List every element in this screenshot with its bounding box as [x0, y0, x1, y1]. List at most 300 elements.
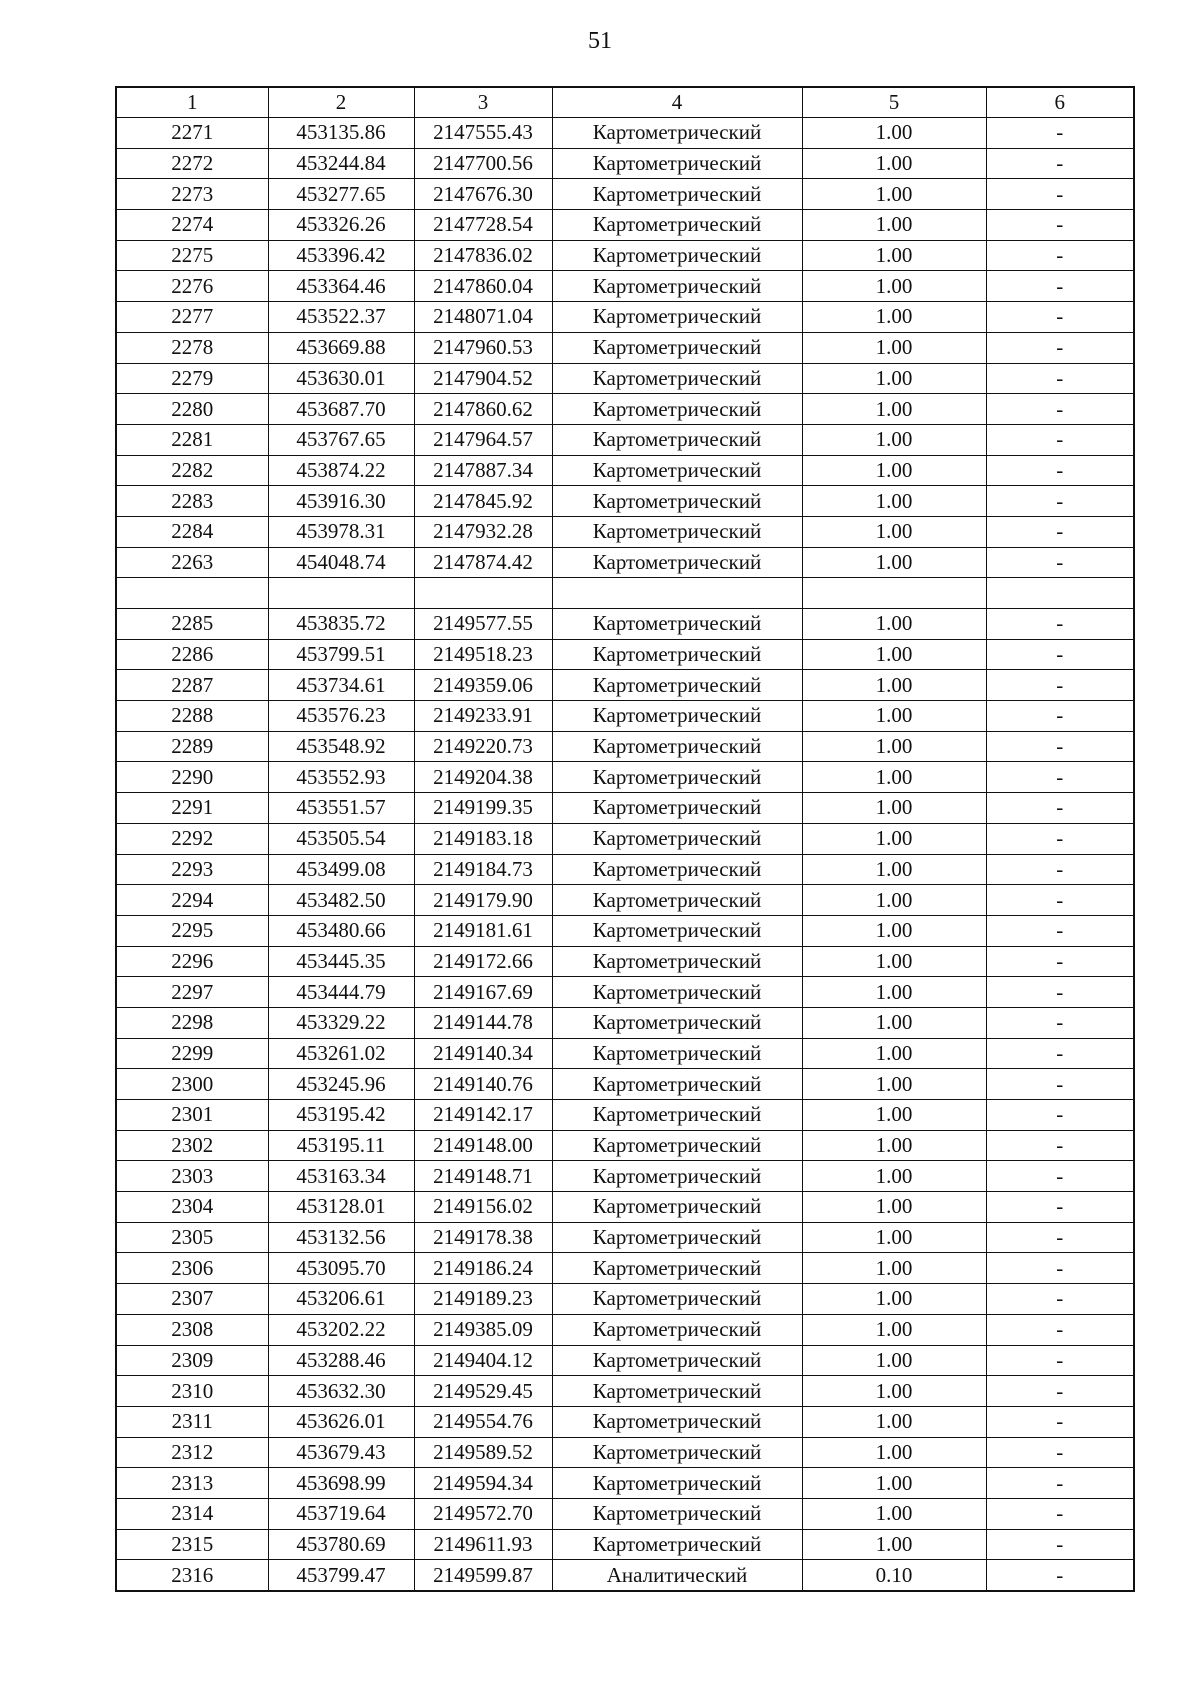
note-cell: - [986, 701, 1134, 732]
table-row [116, 148, 1134, 179]
note-cell: - [986, 1007, 1134, 1038]
table-row [116, 731, 1134, 762]
point-number-cell [116, 578, 268, 609]
note-cell: - [986, 1437, 1134, 1468]
table-header-row [116, 87, 1134, 118]
table-row [116, 1038, 1134, 1069]
accuracy-cell: 1.00 [802, 424, 986, 455]
note-cell: - [986, 1253, 1134, 1284]
accuracy-cell: 1.00 [802, 118, 986, 149]
x-coordinate-cell: 453261.02 [268, 1038, 414, 1069]
method-cell: Картометрический [552, 762, 802, 793]
table-row [116, 639, 1134, 670]
x-coordinate-cell: 453482.50 [268, 885, 414, 916]
y-coordinate-cell: 2147860.62 [414, 394, 552, 425]
x-coordinate-cell: 454048.74 [268, 547, 414, 578]
table-row [116, 793, 1134, 824]
table-row [116, 762, 1134, 793]
point-number-cell: 2280 [116, 394, 268, 425]
y-coordinate-cell: 2149599.87 [414, 1560, 552, 1591]
method-cell: Картометрический [552, 547, 802, 578]
y-coordinate-cell: 2149172.66 [414, 946, 552, 977]
table-row [116, 1069, 1134, 1100]
y-coordinate-cell: 2147932.28 [414, 516, 552, 547]
accuracy-cell: 1.00 [802, 271, 986, 302]
accuracy-cell: 1.00 [802, 609, 986, 640]
method-cell [552, 578, 802, 609]
point-number-cell: 2306 [116, 1253, 268, 1284]
method-cell: Картометрический [552, 1376, 802, 1407]
x-coordinate-cell: 453135.86 [268, 118, 414, 149]
method-cell: Картометрический [552, 271, 802, 302]
accuracy-cell: 1.00 [802, 394, 986, 425]
table-row [116, 394, 1134, 425]
note-cell: - [986, 823, 1134, 854]
note-cell: - [986, 793, 1134, 824]
y-coordinate-cell: 2147845.92 [414, 486, 552, 517]
method-cell: Картометрический [552, 1468, 802, 1499]
x-coordinate-cell: 453195.42 [268, 1100, 414, 1131]
x-coordinate-cell: 453632.30 [268, 1376, 414, 1407]
table-row [116, 332, 1134, 363]
point-number-cell: 2289 [116, 731, 268, 762]
y-coordinate-cell: 2149611.93 [414, 1529, 552, 1560]
accuracy-cell: 1.00 [802, 332, 986, 363]
y-coordinate-cell: 2149404.12 [414, 1345, 552, 1376]
point-number-cell: 2303 [116, 1161, 268, 1192]
x-coordinate-cell: 453505.54 [268, 823, 414, 854]
point-number-cell: 2309 [116, 1345, 268, 1376]
note-cell: - [986, 1345, 1134, 1376]
x-coordinate-cell: 453548.92 [268, 731, 414, 762]
column-header: 1 [116, 87, 268, 118]
accuracy-cell: 1.00 [802, 302, 986, 333]
note-cell: - [986, 854, 1134, 885]
accuracy-cell: 1.00 [802, 1192, 986, 1223]
accuracy-cell: 1.00 [802, 1222, 986, 1253]
table-row [116, 179, 1134, 210]
x-coordinate-cell: 453734.61 [268, 670, 414, 701]
method-cell: Картометрический [552, 1007, 802, 1038]
method-cell: Картометрический [552, 486, 802, 517]
point-number-cell: 2286 [116, 639, 268, 670]
note-cell: - [986, 1069, 1134, 1100]
note-cell: - [986, 1100, 1134, 1131]
note-cell: - [986, 394, 1134, 425]
y-coordinate-cell: 2149572.70 [414, 1498, 552, 1529]
x-coordinate-cell: 453329.22 [268, 1007, 414, 1038]
y-coordinate-cell: 2149183.18 [414, 823, 552, 854]
note-cell: - [986, 302, 1134, 333]
method-cell: Картометрический [552, 639, 802, 670]
point-number-cell: 2316 [116, 1560, 268, 1591]
point-number-cell: 2302 [116, 1130, 268, 1161]
x-coordinate-cell: 453245.96 [268, 1069, 414, 1100]
y-coordinate-cell: 2149554.76 [414, 1406, 552, 1437]
x-coordinate-cell: 453202.22 [268, 1314, 414, 1345]
accuracy-cell: 1.00 [802, 547, 986, 578]
y-coordinate-cell [414, 578, 552, 609]
x-coordinate-cell: 453799.47 [268, 1560, 414, 1591]
y-coordinate-cell: 2149518.23 [414, 639, 552, 670]
y-coordinate-cell: 2149233.91 [414, 701, 552, 732]
accuracy-cell: 1.00 [802, 946, 986, 977]
table-row [116, 946, 1134, 977]
x-coordinate-cell: 453288.46 [268, 1345, 414, 1376]
x-coordinate-cell: 453767.65 [268, 424, 414, 455]
note-cell: - [986, 670, 1134, 701]
table-row [116, 302, 1134, 333]
point-number-cell: 2296 [116, 946, 268, 977]
y-coordinate-cell: 2149167.69 [414, 977, 552, 1008]
table-row [116, 118, 1134, 149]
note-cell: - [986, 486, 1134, 517]
note-cell: - [986, 240, 1134, 271]
x-coordinate-cell: 453916.30 [268, 486, 414, 517]
table-row [116, 670, 1134, 701]
table-row [116, 210, 1134, 241]
accuracy-cell: 1.00 [802, 1529, 986, 1560]
method-cell: Картометрический [552, 915, 802, 946]
accuracy-cell: 1.00 [802, 1345, 986, 1376]
point-number-cell: 2298 [116, 1007, 268, 1038]
table-row [116, 424, 1134, 455]
x-coordinate-cell: 453669.88 [268, 332, 414, 363]
table-row [116, 486, 1134, 517]
accuracy-cell: 1.00 [802, 1468, 986, 1499]
note-cell: - [986, 1529, 1134, 1560]
accuracy-cell: 1.00 [802, 793, 986, 824]
y-coordinate-cell: 2149156.02 [414, 1192, 552, 1223]
y-coordinate-cell: 2149199.35 [414, 793, 552, 824]
table-row [116, 701, 1134, 732]
table-row [116, 516, 1134, 547]
note-cell: - [986, 1498, 1134, 1529]
x-coordinate-cell: 453244.84 [268, 148, 414, 179]
method-cell: Картометрический [552, 1314, 802, 1345]
y-coordinate-cell: 2149359.06 [414, 670, 552, 701]
accuracy-cell: 1.00 [802, 486, 986, 517]
y-coordinate-cell: 2147904.52 [414, 363, 552, 394]
table-row [116, 854, 1134, 885]
accuracy-cell: 1.00 [802, 363, 986, 394]
x-coordinate-cell: 453499.08 [268, 854, 414, 885]
method-cell: Картометрический [552, 946, 802, 977]
point-number-cell: 2287 [116, 670, 268, 701]
x-coordinate-cell: 453163.34 [268, 1161, 414, 1192]
x-coordinate-cell: 453626.01 [268, 1406, 414, 1437]
accuracy-cell: 1.00 [802, 455, 986, 486]
accuracy-cell: 1.00 [802, 1007, 986, 1038]
table-row [116, 609, 1134, 640]
table-row [116, 1376, 1134, 1407]
y-coordinate-cell: 2149140.34 [414, 1038, 552, 1069]
y-coordinate-cell: 2147676.30 [414, 179, 552, 210]
point-number-cell: 2299 [116, 1038, 268, 1069]
point-number-cell: 2274 [116, 210, 268, 241]
method-cell: Картометрический [552, 118, 802, 149]
x-coordinate-cell: 453480.66 [268, 915, 414, 946]
table-row [116, 271, 1134, 302]
point-number-cell: 2314 [116, 1498, 268, 1529]
y-coordinate-cell: 2149529.45 [414, 1376, 552, 1407]
accuracy-cell: 1.00 [802, 179, 986, 210]
method-cell: Картометрический [552, 885, 802, 916]
note-cell: - [986, 1406, 1134, 1437]
x-coordinate-cell: 453978.31 [268, 516, 414, 547]
point-number-cell: 2315 [116, 1529, 268, 1560]
note-cell: - [986, 946, 1134, 977]
x-coordinate-cell: 453444.79 [268, 977, 414, 1008]
note-cell: - [986, 1192, 1134, 1223]
column-header: 2 [268, 87, 414, 118]
table-row [116, 977, 1134, 1008]
method-cell: Картометрический [552, 609, 802, 640]
point-number-cell: 2284 [116, 516, 268, 547]
note-cell: - [986, 1560, 1134, 1591]
method-cell: Картометрический [552, 1130, 802, 1161]
accuracy-cell: 0.10 [802, 1560, 986, 1591]
accuracy-cell: 1.00 [802, 1314, 986, 1345]
method-cell: Аналитический [552, 1560, 802, 1591]
point-number-cell: 2305 [116, 1222, 268, 1253]
method-cell: Картометрический [552, 210, 802, 241]
point-number-cell: 2311 [116, 1406, 268, 1437]
column-header: 5 [802, 87, 986, 118]
point-number-cell: 2297 [116, 977, 268, 1008]
note-cell: - [986, 915, 1134, 946]
coordinates-table [115, 86, 1135, 1592]
accuracy-cell: 1.00 [802, 1498, 986, 1529]
note-cell: - [986, 455, 1134, 486]
x-coordinate-cell: 453719.64 [268, 1498, 414, 1529]
table-row [116, 1284, 1134, 1315]
page-number: 51 [588, 28, 612, 54]
table-row [116, 1560, 1134, 1591]
y-coordinate-cell: 2149589.52 [414, 1437, 552, 1468]
table-row [116, 1253, 1134, 1284]
y-coordinate-cell: 2149594.34 [414, 1468, 552, 1499]
accuracy-cell: 1.00 [802, 854, 986, 885]
accuracy-cell: 1.00 [802, 210, 986, 241]
table-row [116, 1345, 1134, 1376]
method-cell: Картометрический [552, 670, 802, 701]
column-header: 6 [986, 87, 1134, 118]
method-cell: Картометрический [552, 1100, 802, 1131]
method-cell: Картометрический [552, 823, 802, 854]
accuracy-cell: 1.00 [802, 823, 986, 854]
point-number-cell: 2276 [116, 271, 268, 302]
accuracy-cell: 1.00 [802, 1284, 986, 1315]
x-coordinate-cell: 453326.26 [268, 210, 414, 241]
method-cell: Картометрический [552, 731, 802, 762]
point-number-cell: 2278 [116, 332, 268, 363]
table-row [116, 1468, 1134, 1499]
point-number-cell: 2307 [116, 1284, 268, 1315]
note-cell: - [986, 609, 1134, 640]
y-coordinate-cell: 2147964.57 [414, 424, 552, 455]
y-coordinate-cell: 2147874.42 [414, 547, 552, 578]
method-cell: Картометрический [552, 793, 802, 824]
note-cell: - [986, 271, 1134, 302]
y-coordinate-cell: 2149189.23 [414, 1284, 552, 1315]
method-cell: Картометрический [552, 148, 802, 179]
y-coordinate-cell: 2149142.17 [414, 1100, 552, 1131]
point-number-cell: 2277 [116, 302, 268, 333]
accuracy-cell: 1.00 [802, 1437, 986, 1468]
y-coordinate-cell: 2147960.53 [414, 332, 552, 363]
accuracy-cell: 1.00 [802, 1253, 986, 1284]
x-coordinate-cell: 453551.57 [268, 793, 414, 824]
accuracy-cell: 1.00 [802, 731, 986, 762]
point-number-cell: 2295 [116, 915, 268, 946]
point-number-cell: 2292 [116, 823, 268, 854]
y-coordinate-cell: 2149148.00 [414, 1130, 552, 1161]
y-coordinate-cell: 2147836.02 [414, 240, 552, 271]
note-cell: - [986, 731, 1134, 762]
note-cell [986, 578, 1134, 609]
table-row [116, 1437, 1134, 1468]
method-cell: Картометрический [552, 455, 802, 486]
method-cell: Картометрический [552, 1284, 802, 1315]
x-coordinate-cell: 453396.42 [268, 240, 414, 271]
y-coordinate-cell: 2149577.55 [414, 609, 552, 640]
table-row [116, 1161, 1134, 1192]
table-row [116, 1007, 1134, 1038]
point-number-cell: 2304 [116, 1192, 268, 1223]
table-row [116, 1406, 1134, 1437]
point-number-cell: 2294 [116, 885, 268, 916]
point-number-cell: 2285 [116, 609, 268, 640]
table-row [116, 1222, 1134, 1253]
method-cell: Картометрический [552, 1253, 802, 1284]
note-cell: - [986, 332, 1134, 363]
point-number-cell: 2271 [116, 118, 268, 149]
accuracy-cell: 1.00 [802, 240, 986, 271]
note-cell: - [986, 118, 1134, 149]
x-coordinate-cell: 453552.93 [268, 762, 414, 793]
table-row [116, 578, 1134, 609]
method-cell: Картометрический [552, 1161, 802, 1192]
note-cell: - [986, 1222, 1134, 1253]
accuracy-cell: 1.00 [802, 977, 986, 1008]
y-coordinate-cell: 2149148.71 [414, 1161, 552, 1192]
y-coordinate-cell: 2149204.38 [414, 762, 552, 793]
x-coordinate-cell: 453630.01 [268, 363, 414, 394]
x-coordinate-cell: 453687.70 [268, 394, 414, 425]
point-number-cell: 2283 [116, 486, 268, 517]
table-row [116, 1498, 1134, 1529]
accuracy-cell: 1.00 [802, 639, 986, 670]
accuracy-cell: 1.00 [802, 1038, 986, 1069]
note-cell: - [986, 1314, 1134, 1345]
x-coordinate-cell: 453576.23 [268, 701, 414, 732]
method-cell: Картометрический [552, 1406, 802, 1437]
point-number-cell: 2281 [116, 424, 268, 455]
table-row [116, 455, 1134, 486]
y-coordinate-cell: 2147555.43 [414, 118, 552, 149]
note-cell: - [986, 179, 1134, 210]
x-coordinate-cell: 453364.46 [268, 271, 414, 302]
accuracy-cell [802, 578, 986, 609]
note-cell: - [986, 1284, 1134, 1315]
accuracy-cell: 1.00 [802, 1069, 986, 1100]
y-coordinate-cell: 2149144.78 [414, 1007, 552, 1038]
accuracy-cell: 1.00 [802, 701, 986, 732]
accuracy-cell: 1.00 [802, 1161, 986, 1192]
accuracy-cell: 1.00 [802, 1376, 986, 1407]
point-number-cell: 2301 [116, 1100, 268, 1131]
method-cell: Картометрический [552, 1498, 802, 1529]
x-coordinate-cell: 453522.37 [268, 302, 414, 333]
x-coordinate-cell [268, 578, 414, 609]
table-row [116, 915, 1134, 946]
x-coordinate-cell: 453277.65 [268, 179, 414, 210]
accuracy-cell: 1.00 [802, 148, 986, 179]
accuracy-cell: 1.00 [802, 762, 986, 793]
point-number-cell: 2272 [116, 148, 268, 179]
note-cell: - [986, 977, 1134, 1008]
table-row [116, 823, 1134, 854]
y-coordinate-cell: 2147887.34 [414, 455, 552, 486]
note-cell: - [986, 1468, 1134, 1499]
accuracy-cell: 1.00 [802, 670, 986, 701]
y-coordinate-cell: 2149186.24 [414, 1253, 552, 1284]
table-row [116, 885, 1134, 916]
method-cell: Картометрический [552, 394, 802, 425]
note-cell: - [986, 363, 1134, 394]
accuracy-cell: 1.00 [802, 915, 986, 946]
point-number-cell: 2310 [116, 1376, 268, 1407]
y-coordinate-cell: 2149140.76 [414, 1069, 552, 1100]
x-coordinate-cell: 453132.56 [268, 1222, 414, 1253]
column-header: 3 [414, 87, 552, 118]
method-cell: Картометрический [552, 240, 802, 271]
x-coordinate-cell: 453445.35 [268, 946, 414, 977]
y-coordinate-cell: 2149179.90 [414, 885, 552, 916]
point-number-cell: 2313 [116, 1468, 268, 1499]
x-coordinate-cell: 453698.99 [268, 1468, 414, 1499]
table-row [116, 1100, 1134, 1131]
method-cell: Картометрический [552, 1192, 802, 1223]
point-number-cell: 2288 [116, 701, 268, 732]
note-cell: - [986, 516, 1134, 547]
point-number-cell: 2282 [116, 455, 268, 486]
point-number-cell: 2290 [116, 762, 268, 793]
method-cell: Картометрический [552, 1529, 802, 1560]
method-cell: Картометрический [552, 1038, 802, 1069]
x-coordinate-cell: 453679.43 [268, 1437, 414, 1468]
table-row [116, 240, 1134, 271]
y-coordinate-cell: 2147700.56 [414, 148, 552, 179]
method-cell: Картометрический [552, 179, 802, 210]
y-coordinate-cell: 2149178.38 [414, 1222, 552, 1253]
x-coordinate-cell: 453128.01 [268, 1192, 414, 1223]
note-cell: - [986, 424, 1134, 455]
table-row [116, 1192, 1134, 1223]
method-cell: Картометрический [552, 516, 802, 547]
point-number-cell: 2275 [116, 240, 268, 271]
note-cell: - [986, 1376, 1134, 1407]
table-body [116, 118, 1134, 1592]
table-row [116, 363, 1134, 394]
method-cell: Картометрический [552, 1222, 802, 1253]
point-number-cell: 2300 [116, 1069, 268, 1100]
point-number-cell: 2279 [116, 363, 268, 394]
method-cell: Картометрический [552, 1345, 802, 1376]
point-number-cell: 2273 [116, 179, 268, 210]
x-coordinate-cell: 453206.61 [268, 1284, 414, 1315]
